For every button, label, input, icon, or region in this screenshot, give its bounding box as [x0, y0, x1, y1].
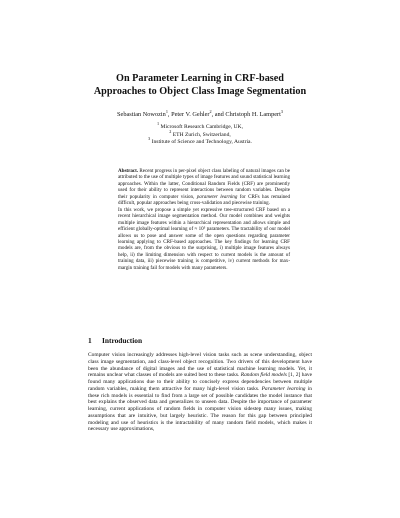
section-title: Introduction [102, 336, 143, 345]
affiliation-mark: 1 [157, 121, 160, 127]
affiliation-text: Microsoft Research Cambridge, UK, [160, 124, 243, 130]
affiliation-mark: 2 [169, 128, 172, 134]
author-separator: , and [211, 111, 226, 118]
abstract-emphasis: parameter learning [196, 193, 238, 200]
author-affiliation-mark: 2 [209, 108, 212, 114]
title-line-1: On Parameter Learning in CRF-based [116, 73, 284, 84]
affiliation-text: Institute of Science and Technology, Austria. [151, 139, 252, 146]
body-emphasis: Parameter learning [261, 385, 306, 392]
affiliation-text: ETH Zurich, Switzerland, [172, 131, 231, 138]
abstract-paragraph [118, 168, 290, 207]
abstract-label: Abstract. [118, 168, 139, 174]
affiliation [0, 136, 400, 147]
author-name: Peter V. Gehler [171, 111, 210, 118]
body-emphasis: Random field models [240, 372, 287, 379]
section-number: 1 [88, 336, 92, 345]
body-paragraph [88, 352, 312, 433]
body-text-run: in these rich models is essential to find from a large set of possible candidates the model instance that best explains the observed data and generalizes to unseen data. Despite the importance of parameter learning, current applications of random fields in computer vision sidestep many issues, making assumptions that are intuitive, but largely heuristic. The reason for this gap between principled modeling and use of heuristics is the intractability of many random field models, which makes it necessary use approximations, [88, 385, 313, 433]
author-affiliation-mark: 3 [280, 108, 283, 114]
author-name: Christoph H. Lampert [225, 111, 281, 118]
abstract-text: Recent progress in per-pixel object class labeling of natural images can be attributed to the use of multiple types of image features and sound statistical learning approaches. Within the latter, Conditional Random Fields (CRF) are prominently used for their ability to represent interactions between random variables. Despite their popularity in computer vision, [118, 168, 290, 200]
author-name: Sebastian Nowozin [117, 111, 166, 118]
body-text-run: Computer vision increasingly addresses high-level vision tasks such as scene understanding, object class image segmentation, and class-level object recognition. Two drivers of this development have been the abundance of digital images and the use of statistical machine learning models. Yet, it remains unclear what classes of models are suited best to these tasks. [88, 352, 312, 379]
body-text-run: [1, 2] have found many applications due to their ability to concisely express dependencies between multiple random variables, making them attractive for many high-level vision tasks. [88, 372, 312, 392]
abstract-text: for CRFs has remained difficult, popular approaches being cross-validation and piecewise training. [118, 193, 291, 207]
affiliation-mark: 3 [148, 136, 151, 142]
author-affiliation-mark: 1 [165, 108, 168, 114]
section-heading [88, 336, 328, 345]
title-line-2: Approaches to Object Class Image Segmentation [93, 86, 307, 97]
abstract-paragraph: In this work, we propose a simple yet expressive tree-structured CRF based on a recent hierarchical image segmentation method. Our model combines and weights multiple image features within a hierarchical representation and allows simple and efficient globally-optimal learning of ≈ 10⁵ parameters. The tractability of our model allows us to pose and answer some of the open questions regarding parameter learning applying to CRF-based approaches. The key findings for learning CRF models are, from the obvious to the surprising, i) multiple image features always help, ii) the limiting dimension with respect to current models is the amount of training data, iii) piecewise training is competitive, iv) current methods for max-margin training fail for models with many parameters. [118, 206, 290, 271]
affiliation [0, 121, 400, 132]
body-text [88, 352, 312, 433]
paper-title [0, 72, 400, 98]
abstract [118, 168, 290, 271]
author-separator: , [167, 111, 172, 118]
affiliation-list [0, 121, 400, 147]
author-list [0, 110, 400, 119]
